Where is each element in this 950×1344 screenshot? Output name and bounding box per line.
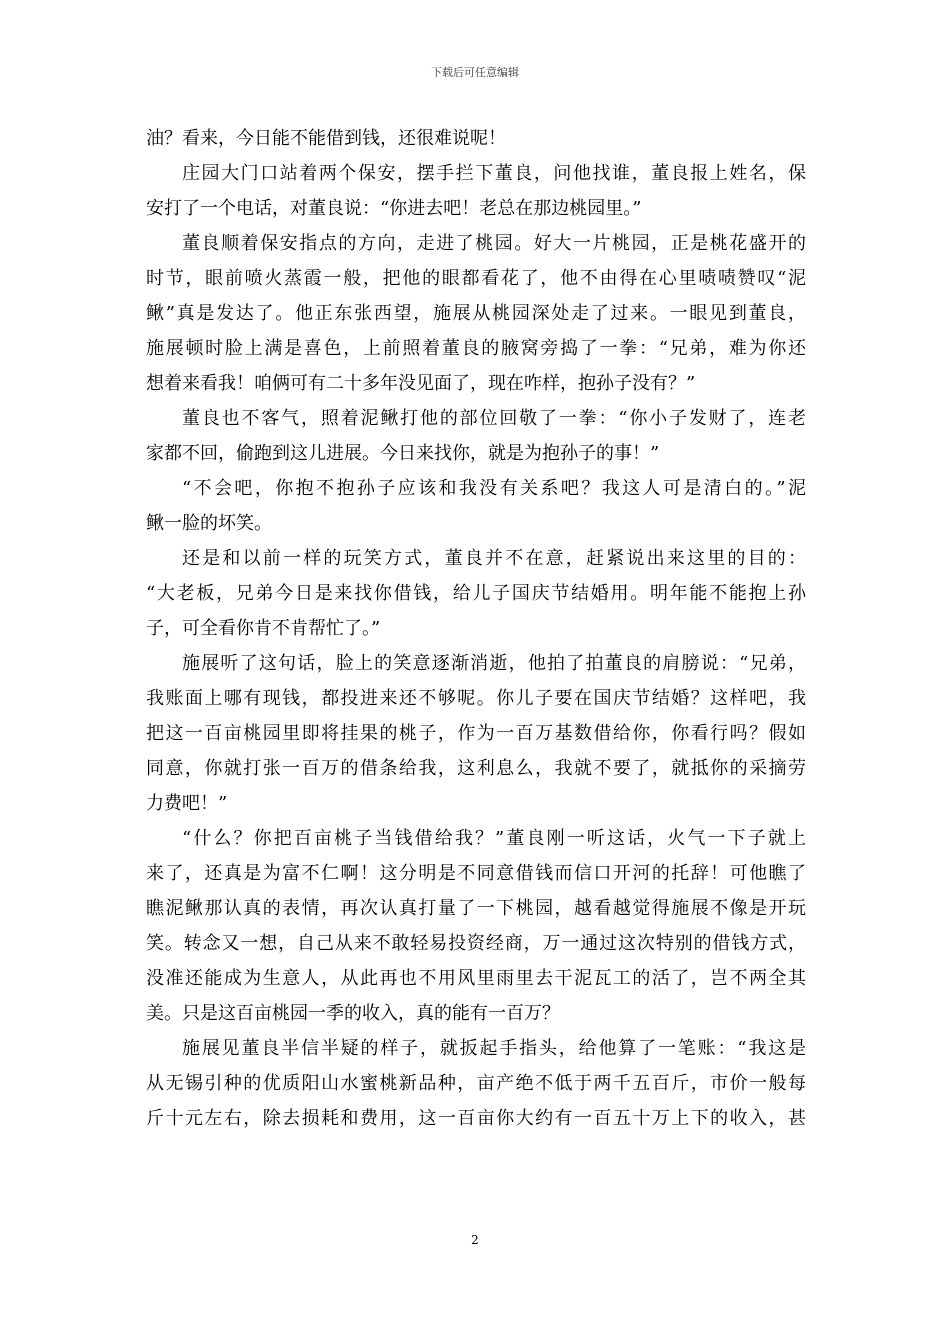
text-line: 我账面上哪有现钱，都投进来还不够呢。你儿子要在国庆节结婚？这样吧，我 [146,688,806,709]
text-line: 鳅”真是发达了。他正东张西望，施展从桃园深处走了过来。一眼见到董良， [146,303,806,324]
text-line: 施展顿时脸上满是喜色，上前照着董良的腋窝旁捣了一拳：“兄弟，难为你还 [146,338,806,359]
page-number: 2 [471,1233,479,1247]
text-line: 鳅一脸的坏笑。 [146,513,272,534]
text-line: 斤十元左右，除去损耗和费用，这一百亩你大约有一百五十万上下的收入，甚 [146,1108,806,1129]
text-line: “大老板，兄弟今日是来找你借钱，给儿子国庆节结婚用。明年能不能抱上孙 [146,583,806,604]
text-line: 施展见董良半信半疑的样子，就扳起手指头，给他算了一笔账：“我这是 [182,1038,806,1059]
text-line: 安打了一个电话，对董良说：“你进去吧！老总在那边桃园里。” [146,198,642,219]
page-header: 下载后可任意编辑 [431,66,519,79]
text-line: 想着来看我！咱俩可有二十多年没见面了，现在咋样，抱孙子没有？” [146,373,696,394]
text-line: 施展听了这句话，脸上的笑意逐渐消逝，他拍了拍董良的肩膀说：“兄弟， [182,653,806,674]
text-line: 董良也不客气，照着泥鳅打他的部位回敬了一拳：“你小子发财了，连老 [182,408,806,429]
text-line: 美。只是这百亩桃园一季的收入，真的能有一百万？ [146,1003,560,1024]
text-line: 笑。转念又一想，自己从来不敢轻易投资经商，万一通过这次特别的借钱方式， [146,933,806,954]
text-line: 子，可全看你肯不肯帮忙了。” [146,618,381,639]
text-line: 油？看来，今日能不能借到钱，还很难说呢！ [146,128,506,149]
text-line: 同意，你就打张一百万的借条给我，这利息么，我就不要了，就抵你的采摘劳 [146,758,806,779]
text-line: 来了，还真是为富不仁啊！这分明是不同意借钱而信口开河的托辞！可他瞧了 [146,863,806,884]
text-line: 时节，眼前喷火蒸霞一般，把他的眼都看花了，他不由得在心里啧啧赞叹“泥 [146,268,806,289]
text-line: “不会吧，你抱不抱孙子应该和我没有关系吧？我这人可是清白的。”泥 [182,478,806,499]
text-line: 没准还能成为生意人，从此再也不用风里雨里去干泥瓦工的活了，岂不两全其 [146,968,806,989]
text-line: 力费吧！” [146,793,228,814]
text-line: 把这一百亩桃园里即将挂果的桃子，作为一百万基数借给你，你看行吗？假如 [146,723,806,744]
text-line: 还是和以前一样的玩笑方式，董良并不在意，赶紧说出来这里的目的： [182,548,806,569]
document-body [146,121,806,1136]
text-line: 从无锡引种的优质阳山水蜜桃新品种，亩产绝不低于两千五百斤，市价一般每 [146,1073,806,1094]
text-line: 家都不回，偷跑到这儿进展。今日来找你，就是为抱孙子的事！” [146,443,660,464]
text-line: “什么？你把百亩桃子当钱借给我？”董良刚一听这话，火气一下子就上 [182,828,806,849]
text-line: 庄园大门口站着两个保安，摆手拦下董良，问他找谁，董良报上姓名，保 [182,163,806,184]
text-line: 董良顺着保安指点的方向，走进了桃园。好大一片桃园，正是桃花盛开的 [182,233,806,254]
text-line: 瞧泥鳅那认真的表情，再次认真打量了一下桃园，越看越觉得施展不像是开玩 [146,898,806,919]
